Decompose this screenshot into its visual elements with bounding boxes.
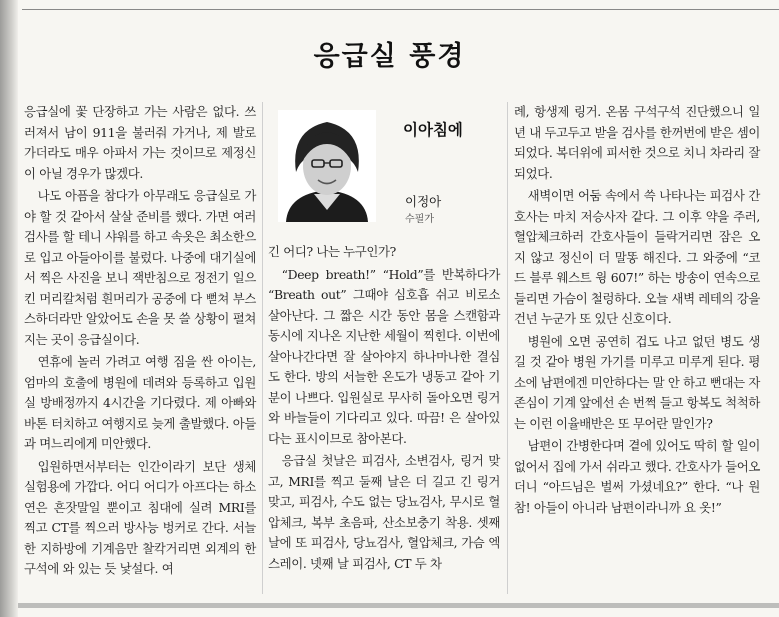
paragraph: “Deep breath!” “Hold”를 반복하다가 “Breath out” 그때야 심호흡 쉬고 비로소 살아난다. 그 짧은 시간 동안 몸을 스캔함과 동시에 지나온 지난한 세월이 찍힌다. 이번에 살아나간다면 잘 살아야지 하나마나한 결심도 한다. 방의 서늘한 온도가 냉동고 같아 기분이 나쁘다. 입원실로 무사히 돌아오면 링거와 바늘들이 기다리고 있다. 따끔! 은 살아있다는 표시이므로 참아본다. — [268, 266, 500, 446]
author-byline — [268, 104, 500, 232]
paragraph: 입원하면서부터는 인간이라기 보단 생체실험용에 가깝다. 어디 어디가 아프다는 하소연은 흔잣말일 뿐이고 침대에 실려 MRI를 찍고 CT를 찍으러 방사능 벙커로 간다. 서늘한 지하방에 기계음만 찰칵거리면 외계의 한구석에 와 있는 듯 낯설다. 여 — [24, 458, 256, 576]
top-rule — [22, 9, 779, 10]
column-series-name: 이아침에 — [403, 121, 463, 139]
paragraph: 연휴에 놀러 가려고 여행 짐을 싼 아이는, 엄마의 호출에 병원에 데려와 등록하고 입원실 방배정까지 4시간을 기다렸다. 제 아빠와 바톤 터치하고 여행지로 늦게 출발했다. 아들과 며느리에게 미안했다. — [24, 354, 256, 451]
author-photo-icon — [278, 110, 376, 222]
paragraph: 응급실 첫날은 피검사, 소변검사, 링거 맞고, MRI를 찍고 둘째 날은 더 길고 긴 링거 맞고, 피검사, 수도 없는 당뇨검사, 무시로 혈압체크, 복부 초음파, 산소보충기 착용. 셋째 날에 또 피검사, 당뇨검사, 혈압체크, 가슴 엑스레이. 넷째 날 피검사, CT 두 차 — [268, 453, 500, 571]
author-portrait — [278, 110, 376, 222]
paragraph: 병원에 오면 공연히 겁도 나고 없던 병도 생길 것 같아 병원 가기를 미루고 미루게 된다. 평소에 남편에겐 미안하다는 말 안 하고 뻔대는 자존심이 기계 앞에선 손 번쩍 들고 항복도 척척하는 이런 이율배반은 또 무어란 말인가? — [514, 333, 760, 431]
column-divider-2 — [507, 102, 508, 594]
page-binding-shadow — [0, 0, 18, 617]
bottom-rule — [18, 603, 779, 608]
paragraph: 응급실에 꽃 단장하고 가는 사람은 없다. 쓰러져서 남이 911을 불러줘 가거나, 제 발로 가더라도 매우 아파서 가는 것이므로 제정신이 아닐 경우가 많겠다. — [24, 104, 256, 181]
paragraph: 새벽이면 어둠 속에서 쓱 나타나는 피검사 간호사는 마치 저승사자 같다. 그 이후 약을 주러, 혈압체크하러 간호사들이 들락거리면 잠은 오지 않고 정신이 더 말똥 해진다. 그 와중에 “코드 블루 웨스트 윙 607!” 하는 방송이 연속으로 들리면 가슴이 철렁하다. 오늘 새벽 레테의 강을 건넌 누군가 또 있단 신호이다. — [514, 188, 760, 326]
article-column-1 — [24, 102, 256, 582]
paragraph: 례, 항생제 링거. 온몸 구석구석 진단했으니 일 년 내 두고두고 받을 검사를 한꺼번에 받은 셈이 되었다. 복더위에 피서한 것으로 치니 차라리 잘 되었다. — [514, 104, 760, 181]
author-role: 수필가 — [405, 214, 434, 225]
paragraph: 긴 어디? 나는 누구인가? — [268, 244, 396, 259]
article-column-3 — [514, 102, 760, 520]
article-title: 응급실 풍경 — [313, 41, 466, 72]
article-column-2 — [268, 242, 500, 576]
paragraph: 남편이 간병한다며 곁에 있어도 딱히 할 일이 없어서 집에 가서 쉬라고 했다. 간호사가 들어오더니 “아드님은 벌써 가셨네요?” 한다. “나 원 참! 아들이 아니라 남편이라니까 요 옷!” — [514, 438, 760, 515]
column-divider-1 — [262, 102, 263, 594]
author-name: 이정아 — [405, 194, 442, 209]
paragraph: 나도 아픔을 참다가 아무래도 응급실로 가야 할 것 같아서 살살 준비를 했다. 가면 여러 검사를 할 테니 샤워를 하고 속옷은 최소한으로 입고 아들아이를 불렀다. 나중에 대기실에서 찍은 사진을 보니 잭반침으로 정전기 일으킨 머리칼처럼 흰머리가 공중에 다 뻗쳐 부스스하더라만 알았어도 손을 못 쓸 상황이 펼쳐지는 곳이 응급실이다. — [24, 188, 256, 347]
